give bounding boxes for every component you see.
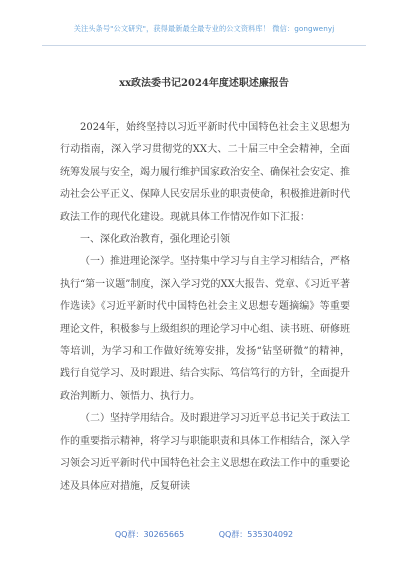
promo-header: 关注头条号"公文研究"，获得最新最全最专业的公文资料库！ 微信：gongwenyj (73, 24, 335, 33)
intro-paragraph: 2024年，始终坚持以习近平新时代中国特色社会主义思想为行动指南，深入学习贯彻党的XX大、二十届三中全会精神，全面统筹发展与安全，竭力履行维护国家政治安全、确保社会安定、推动社会公平正义、保障人民安居乐业的职责使命，积极推进新时代政法工作的现代化建设。现就具体工作情况作如下汇报： (60, 122, 350, 223)
section-heading: 一、深化政治教育，强化理论引领 (80, 234, 230, 246)
header-divider (42, 45, 366, 46)
document-title: xx政法委书记2024年度述职述廉报告 (119, 78, 289, 89)
contact-footer (0, 529, 408, 543)
qq-group-1: QQ群：30265665 (114, 530, 185, 539)
document-body (60, 117, 350, 498)
body-paragraph: （二）坚持学用结合。及时跟进学习习近平总书记关于政法工作的重要指示精神，将学习与职能职责和具体工作相结合，深入学习领会习近平新时代中国特色社会主义思想在政法工作中的重要论述及具体应对措施，反复研读 (60, 413, 350, 492)
qq-group-2: QQ群：535304092 (218, 530, 294, 539)
body-paragraph: （一）推进理论深学。坚持集中学习与自主学习相结合，严格执行“第一议题”制度，深入学习党的XX大报告、党章、《习近平著作选读》《习近平新时代中国特色社会主义思想专题摘编》等重要理论文件，积极参与上级组织的理论学习中心组、读书班、研修班等培训，为学习和工作做好统筹安排，发扬“钻坚研微”的精神，践行自觉学习、及时跟进、结合实际、笃信笃行的方针，全面提升政治判断力、领悟力、执行力。 (60, 256, 350, 402)
